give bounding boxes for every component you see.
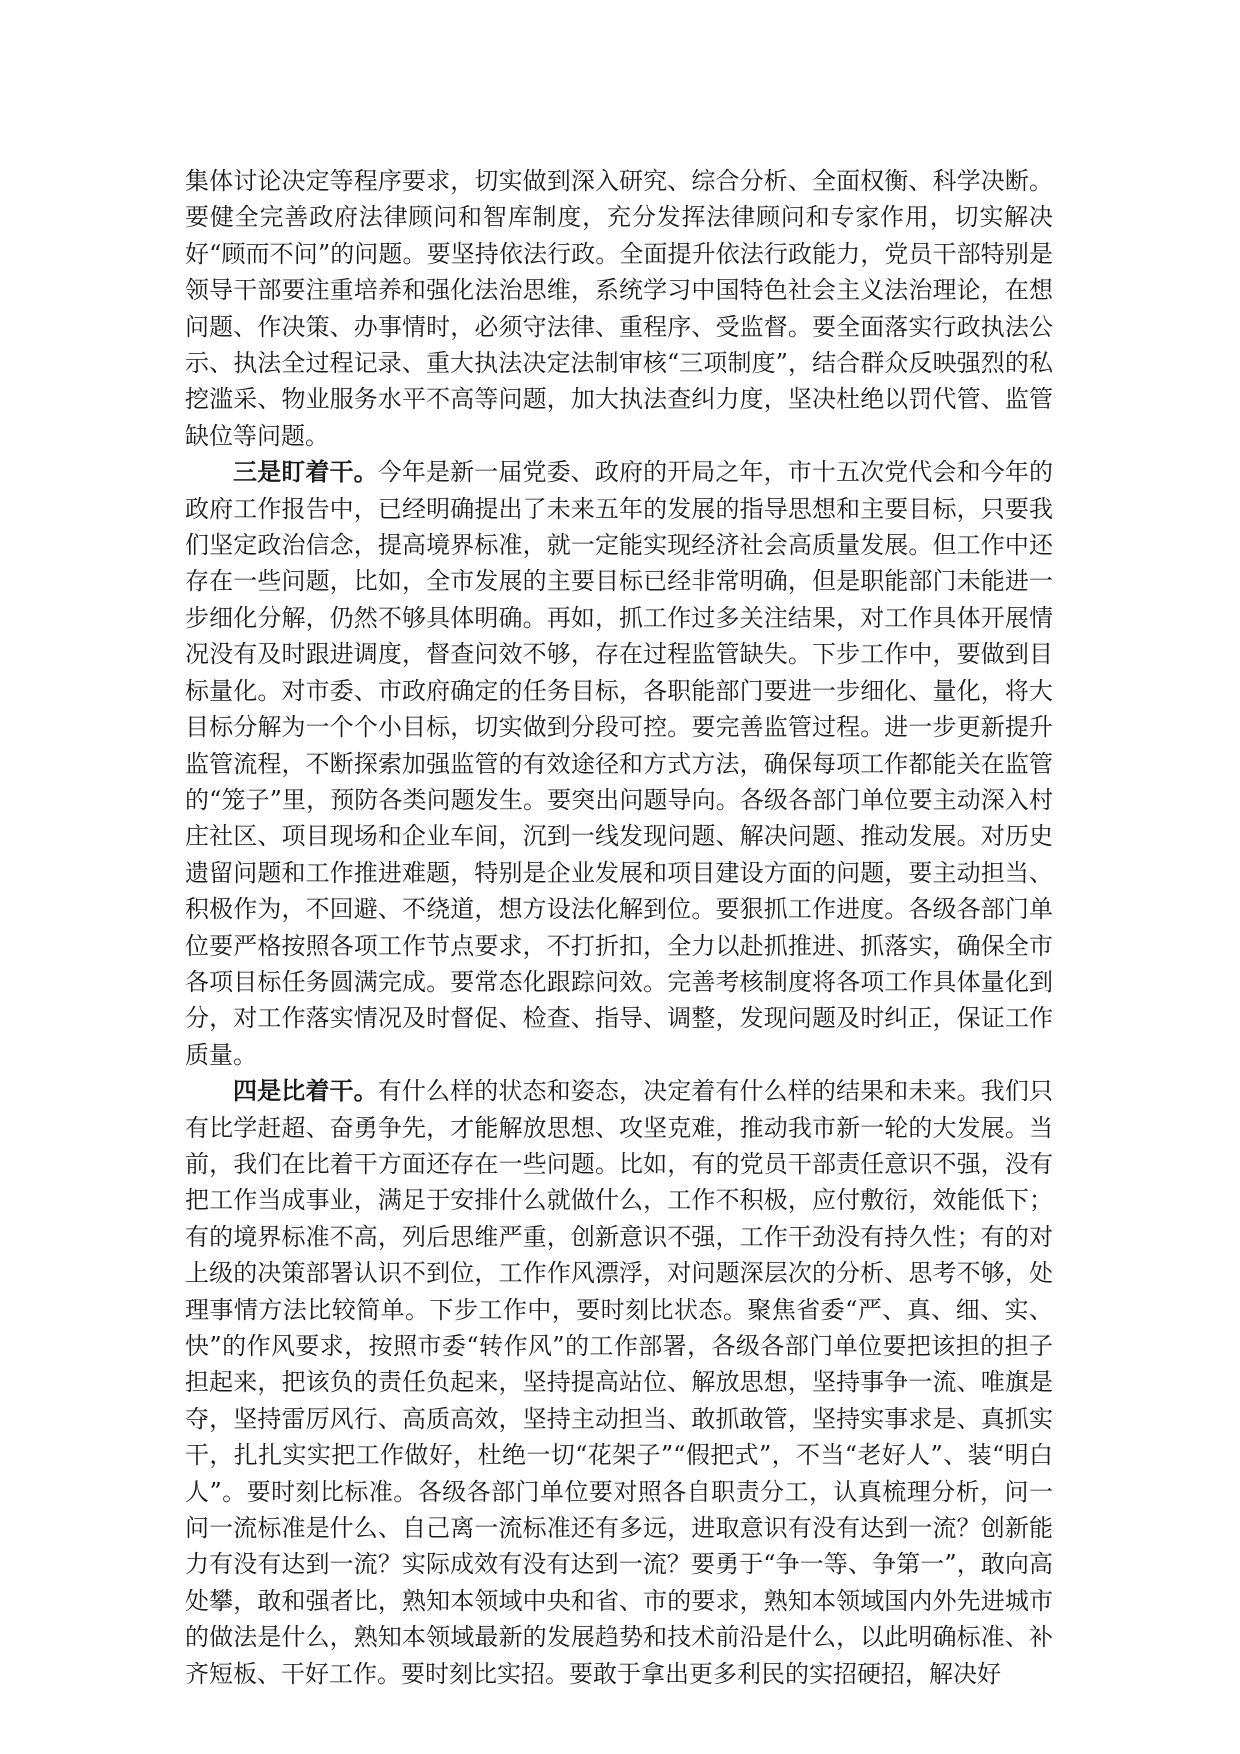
paragraph-text: 今年是新一届党委、政府的开局之年，市十五次党代会和今年的政府工作报告中，已经明确提出了未来五年的发展的指导思想和主要目标，只要我们坚定政治信念，提高境界标准，就一定能实现经济社会高质量发展。但工作中还存在一些问题，比如，全市发展的主要目标已经非常明确，但是职能部门未能进一步细化分解，仍然不够具体明确。再如，抓工作过多关注结果，对工作具体开展情况没有及时跟进调度，督查问效不够，存在过程监管缺失。下步工作中，要做到目标量化。对市委、市政府确定的任务目标，各职能部门要进一步细化、量化，将大目标分解为一个个小目标，切实做到分段可控。要完善监管过程。进一步更新提升监管流程，不断探索加强监管的有效途径和方式方法，确保每项工作都能关在监管的“笼子”里，预防各类问题发生。要突出问题导向。各级各部门单位要主动深入村庄社区、项目现场和企业车间，沉到一线发现问题、解决问题、推动发展。对历史遗留问题和工作推进难题，特别是企业发展和项目建设方面的问题，要主动担当、积极作为，不回避、不绕道，想方设法化解到位。要狠抓工作进度。各级各部门单位要严格按照各项工作节点要求，不打折扣，全力以赴抓推进、抓落实，确保全市各项目标任务圆满完成。要常态化跟踪问效。完善考核制度将各项工作具体量化到分，对工作落实情况及时督促、检查、指导、调整，发现问题及时纠正，保证工作质量。 [185,458,1054,1069]
paragraph-section-four [185,1073,1053,1692]
document-page [185,163,1053,1692]
paragraph-rule-of-law [185,163,1053,454]
section-heading: 三是盯着干。 [233,458,378,487]
paragraph-section-three [185,454,1053,1073]
section-heading: 四是比着干。 [233,1077,378,1106]
paragraph-text: 有什么样的状态和姿态，决定着有什么样的结果和未来。我们只有比学赶超、奋勇争先，才能解放思想、攻坚克难，推动我市新一轮的大发展。当前，我们在比着干方面还存在一些问题。比如，有的党员干部责任意识不强，没有把工作当成事业，满足于安排什么就做什么，工作不积极，应付敷衍，效能低下；有的境界标准不高，列后思维严重，创新意识不强，工作干劲没有持久性；有的对上级的决策部署认识不到位，工作作风漂浮，对问题深层次的分析、思考不够，处理事情方法比较简单。下步工作中，要时刻比状态。聚焦省委“严、真、细、实、快”的作风要求，按照市委“转作风”的工作部署，各级各部门单位要把该担的担子担起来，把该负的责任负起来，坚持提高站位、解放思想，坚持事争一流、唯旗是夺，坚持雷厉风行、高质高效，坚持主动担当、敢抓敢管，坚持实事求是、真抓实干，扎扎实实把工作做好，杜绝一切“花架子”“假把式”，不当“老好人”、装“明白人”。要时刻比标准。各级各部门单位要对照各自职责分工，认真梳理分析，问一问一流标准是什么、自己离一流标准还有多远，进取意识有没有达到一流？创新能力有没有达到一流？实际成效有没有达到一流？要勇于“争一等、争第一”，敢向高处攀，敢和强者比，熟知本领域中央和省、市的要求，熟知本领域国内外先进城市的做法是什么，熟知本领域最新的发展趋势和技术前沿是什么，以此明确标准、补齐短板、干好工作。要时刻比实招。要敢于拿出更多利民的实招硬招，解决好 [185,1077,1054,1688]
paragraph-text: 集体讨论决定等程序要求，切实做到深入研究、综合分析、全面权衡、科学决断。要健全完善政府法律顾问和智库制度，充分发挥法律顾问和专家作用，切实解决好“顾而不问”的问题。要坚持依法行政。全面提升依法行政能力，党员干部特别是领导干部要注重培养和强化法治思维，系统学习中国特色社会主义法治理论，在想问题、作决策、办事情时，必须守法律、重程序、受监督。要全面落实行政执法公示、执法全过程记录、重大执法决定法制审核“三项制度”，结合群众反映强烈的私挖滥采、物业服务水平不高等问题，加大执法查纠力度，坚决杜绝以罚代管、监管缺位等问题。 [185,167,1053,450]
